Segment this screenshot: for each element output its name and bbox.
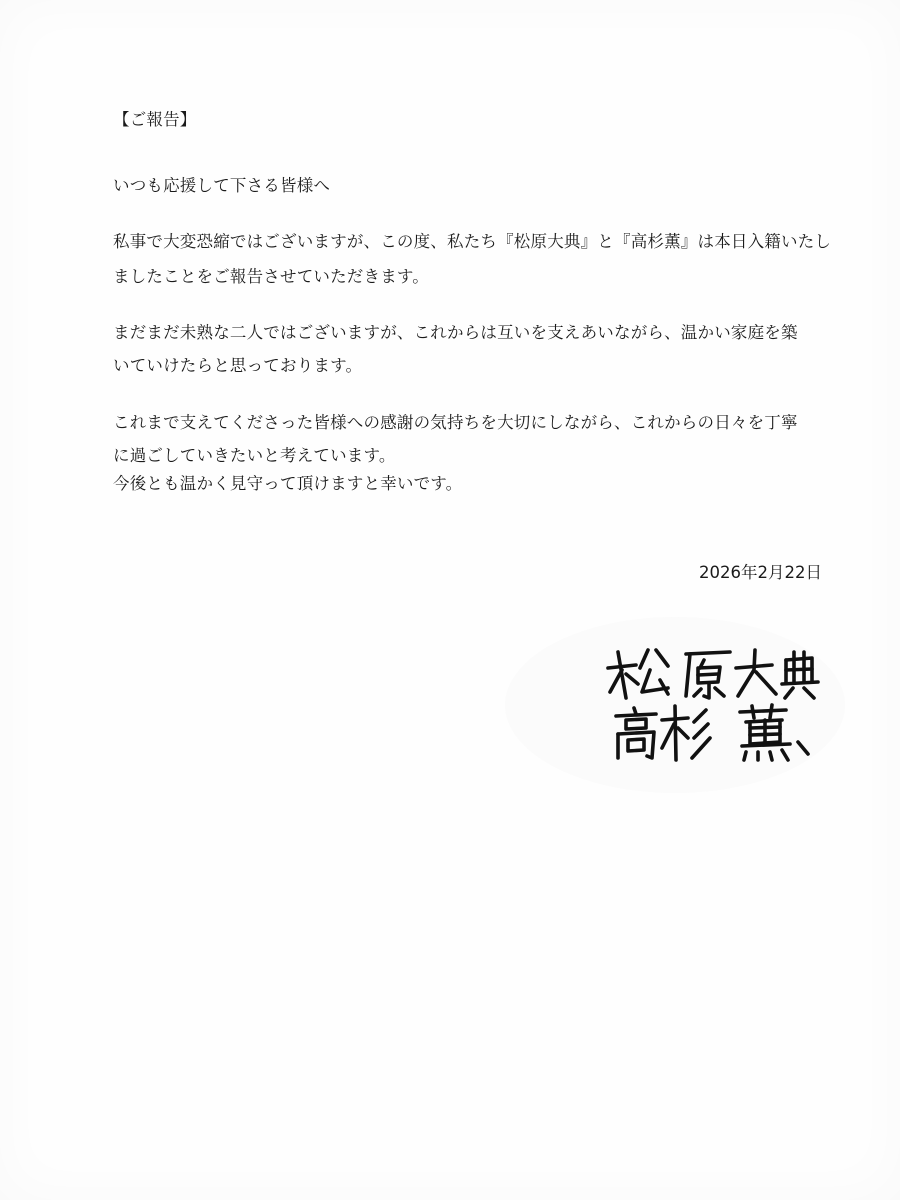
handwritten-signatures <box>500 610 860 800</box>
letter-date: 2026年2月22日 <box>699 563 822 582</box>
paragraph-3-line-1: これまで支えてくださった皆様への感謝の気持ちを大切にしながら、これからの日々を丁寧 <box>113 413 798 432</box>
paragraph-2-line-1: まだまだ未熟な二人ではございますが、これからは互いを支えあいながら、温かい家庭を築 <box>113 323 798 342</box>
letter-heading: 【ご報告】 <box>113 110 197 129</box>
paragraph-1-line-2: ましたことをご報告させていただきます。 <box>113 267 429 286</box>
paragraph-3-line-3: 今後とも温かく見守って頂けますと幸いです。 <box>113 474 463 493</box>
paragraph-1-line-1: 私事で大変恐縮ではございますが、この度、私たち『松原大典』と『高杉薫』は本日入籍いたし <box>113 232 832 251</box>
signature-drawing <box>500 610 860 800</box>
paragraph-3-line-2: に過ごしていきたいと考えています。 <box>113 446 396 465</box>
paragraph-2-line-2: いていけたらと思っております。 <box>113 356 363 375</box>
letter-greeting: いつも応援して下さる皆様へ <box>113 176 331 195</box>
